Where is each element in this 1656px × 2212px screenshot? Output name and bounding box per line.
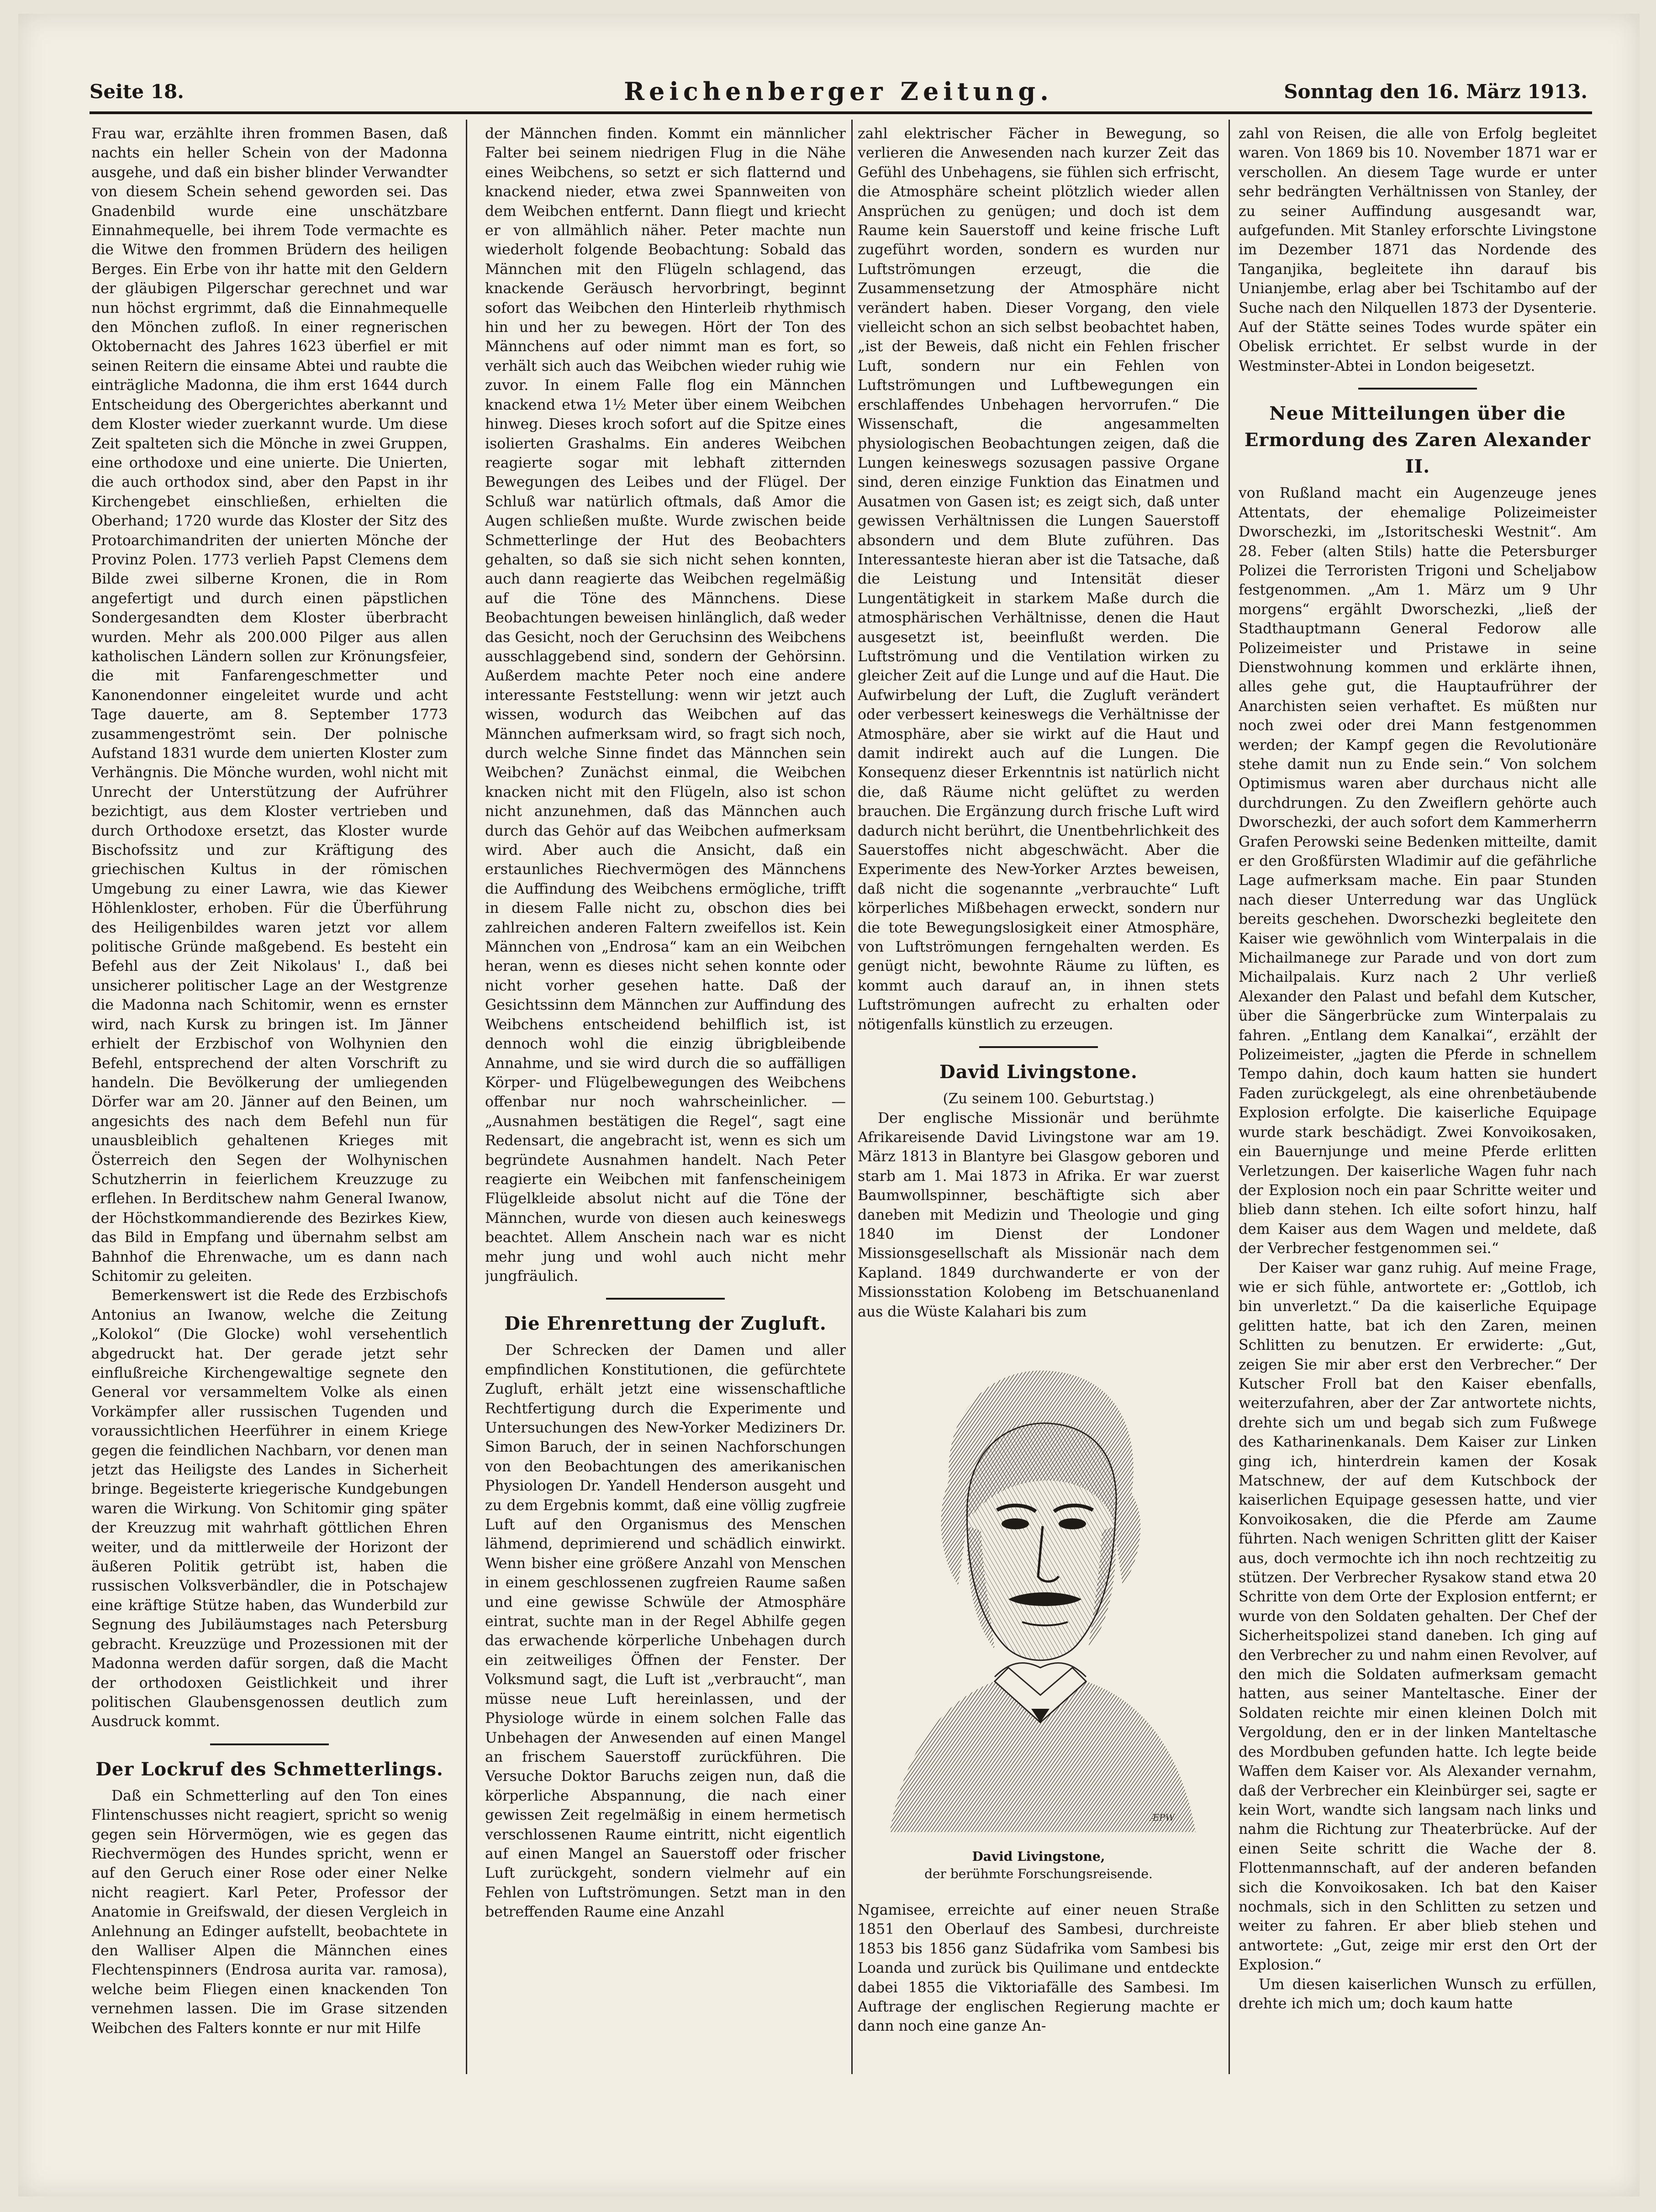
article-paragraph: Ngamisee, erreichte auf einer neuen Straße 1851 den Oberlauf des Sambesi, durchreiste 1853 bis 1856 ganz Südafrika vom Sambesi bis Loanda und zurück bis Quilimane und entdeckte dabei 1855 die Viktoriafälle des Sambesi. Im Auftrage der englischen Regierung machte er dann noch eine ganze An- xyxy=(858,1901,1219,2035)
article-paragraph: der Männchen finden. Kommt ein männlicher Falter bei seinem niedrigen Flug in die Nähe eines Weibchens, so setzt er sich flatternd und knackend nieder, etwa zwei Spannweiten von dem Weibchen entfernt. Dann fliegt und kriecht er von allmählich näher. Peter machte nun wiederholt folgende Beobachtung: Sobald das Männchen mit den Flügeln schlagend, das knackende Geräusch hervorbringt, beginnt sofort das Weibchen den Hinterleib rhythmisch hin und her zu bewegen. Hört der Ton des Männchens auf oder nimmt man es fort, so verhält sich auch das Weibchen wieder ruhig wie zuvor. In einem Falle flog ein Männchen knackend etwa 1½ Meter über einem Weibchen hinweg. Dieses kroch sofort auf die Spitze eines isolierten Grashalms. Ein anderes Weibchen reagierte sogar mit lebhaft zitternden Bewegungen des Leibes und der Flügel. Der Schluß war natürlich oftmals, daß Amor die Augen schließen mußte. Wurde zwischen beide Schmetterlinge der Hut des Beobachters gehalten, so daß sie sich nicht sehen konnten, auch dann reagierte das Weibchen regelmäßig auf die Töne des Männchens. Diese Beobachtungen beweisen hinlänglich, daß weder das Gesicht, noch der Geruchsinn des Weibchens ausschlaggebend sind, sondern der Gehörsinn. Außerdem machte Peter noch eine andere interessante Feststellung: wenn wir jetzt auch wissen, wodurch das Weibchen auf das Männchen aufmerksam wird, so fragt sich noch, durch welche Sinne findet das Männchen sein Weibchen? Zunächst einmal, die Weibchen knacken nicht mit den Flügeln, also ist schon nicht anzunehmen, daß das Männchen auch durch das Gehör auf das Weibchen aufmerksam wird. Aber auch die Ansicht, daß ein erstaunliches Riechvermögen des Männchens die Auffindung des Weibchens ermögliche, trifft in diesem Falle nicht zu, obschon dies bei zahlreichen anderen Faltern zweifellos ist. Kein Männchen von „Endrosa“ kam an ein Weibchen heran, wenn es dieses nicht sehen konnte oder nicht vorher gesehen hatte. Daß der Gesichtssinn dem Männchen zur Auffindung des Weibchens entscheidend behilflich ist, ist dennoch wohl die einzig übrigbleibende Annahme, und sie wird durch die so auffälligen Körper- und Flügelbewegungen des Weibchens offenbar nur noch wahrscheinlicher. — „Ausnahmen bestätigen die Regel“, sagt eine Redensart, die angebracht ist, wenn es sich um begründete Ausnahmen handelt. Nach Peter reagierte ein Weibchen mit fanfenscheinigem Flügelkleide absolut nicht auf die Töne der Männchen, wurde von diesen auch keineswegs beachtet. Allem Anschein nach war es nicht mehr jung und wohl auch nicht mehr jungfräulich. xyxy=(485,126,846,1285)
column-3 xyxy=(858,124,1219,2060)
column-1 xyxy=(91,124,448,2060)
article-paragraph: Frau war, erzählte ihren frommen Basen, daß nachts ein heller Schein von der Madonna ausgehe, und daß ein bisher blinder Verwandter von diesem Schein sehend geworden sei. Das Gnadenbild wurde eine unschätzbare Einnahmequelle, bei ihrem Tode vermachte es die Witwe den frommen Brüdern des heiligen Berges. Ein Erbe von ihr hatte mit den Geldern der gläubigen Pilgerschar gerechnet und war nun höchst ergrimmt, daß die Einnahmequelle den Mönchen zufloß. In einer regnerischen Oktobernacht des Jahres 1623 überfiel er mit seinen Reitern die einsame Abtei und raubte die einträgliche Madonna, die ihm erst 1644 durch Entscheidung des Obergerichtes aberkannt und dem Kloster wieder zuerkannt wurde. Um diese Zeit spalteten sich die Mönche in zwei Gruppen, eine orthodoxe und eine unierte. Die Unierten, die auch orthodox sind, aber den Papst in ihr Kirchengebet einschließen, erhielten die Oberhand; 1720 wurde das Kloster der Sitz des Protoarchimandriten der unierten Mönche der Provinz Polen. 1773 verlieh Papst Clemens dem Bilde zwei silberne Kronen, die in Rom angefertigt und durch einen päpstlichen Sondergesandten dem Kloster überbracht wurden. Mehr als 200.000 Pilger aus allen katholischen Ländern sollen zur Krönungsfeier, die mit Fanfarengeschmetter und Kanonendonner eingeleitet wurde und acht Tage dauerte, am 8. September 1773 zusammengeströmt sein. Der polnische Aufstand 1831 wurde dem unierten Kloster zum Verhängnis. Die Mönche wurden, wohl nicht mit Unrecht der Unterstützung der Aufrührer bezichtigt, aus dem Kloster vertrieben und durch Orthodoxe ersetzt, das Kloster wurde Bischofssitz und zur Kräftigung des griechischen Kultus in der römischen Umgebung zu einer Lawra, wie das Kiewer Höhlenkloster, erhoben. Für die Überführung des Heiligenbildes waren jetzt vor allem politische Gründe maßgebend. Es besteht ein Befehl aus der Zeit Nikolaus' I., daß bei unsicherer politischer Lage an der Westgrenze die Madonna nach Schitomir, wenn es ernster wird, nach Kursk zu bringen ist. Im Jänner erhielt der Erzbischof von Wolhynien den Befehl, entsprechend der alten Vorschrift zu handeln. Die Bevölkerung der umliegenden Dörfer war am 20. Jänner auf den Beinen, um angesichts des nach dem Befehl nun für unausbleiblich gehaltenen Krieges mit Österreich den Segen der Wolhynischen Schutzherrin in feierlichem Kreuzzuge zu erflehen. In Berditschew nahm General Iwanow, der Höchstkommandierende des Bezirkes Kiew, das Bild in Empfang und übernahm selbst am Bahnhof die Ehrenwache, um es dann nach Schitomir zu geleiten. xyxy=(91,126,448,1285)
article-title-zugluft: Die Ehrenrettung der Zugluft. xyxy=(504,1313,827,1335)
article-paragraph: Bemerkenswert ist die Rede des Erzbischofs Antonius an Iwanow, welche die Zeitung „Kolokol“ (Die Glocke) wohl versehentlich abgedruckt hat. Der gerade jetzt sehr einflußreiche Kirchengewaltige segnete den General vor versammeltem Volke als einen Vorkämpfer aller russischen Tugenden und voraussichtlichen Heerführer in einem Kriege gegen die feindlichen Nachbarn, vor denen man jetzt das Heiligste des Landes in Sicherheit bringe. Begeisterte kriegerische Kundgebungen waren die Wirkung. Von Schitomir ging später der Kreuzzug mit wahrhaft göttlichen Ehren weiter, und da mittlerweile der Horizont der äußeren Politik getrübt ist, haben die russischen Volksverbändler, die in Potschajew eine kräftige Stütze haben, das Wunderbild zur Segnung des Jubiläumstages nach Petersburg gebracht. Kreuzzüge und Prozessionen mit der Madonna werden dafür sorgen, daß die Macht der orthodoxen Geistlichkeit und ihrer politischen Glaubensgenossen deutlich zum Ausdruck kommt. xyxy=(91,1287,448,1730)
article-title-alexander: Neue Mitteilungen über die Ermordung des Zaren Alexander II. xyxy=(1244,403,1591,478)
column-divider xyxy=(851,120,853,2074)
page-number: Seite 18. xyxy=(90,80,184,103)
article-paragraph: zahl von Reisen, die alle von Erfolg begleitet waren. Von 1869 bis 10. November 1871 war er verschollen. An diesem Tage wurde er unter sehr bedrängten Verhältnissen von Stanley, der zu seiner Auffindung ausgesandt war, aufgefunden. Mit Stanley erforschte Livingstone im Dezember 1871 das Nordende des Tanganjika, begleitete ihn darauf bis Unianjembe, erlag aber bei Tschitambo auf der Suche nach den Nilquellen 1873 der Dysenterie. Auf der Stätte seines Todes wurde später ein Obelisk errichtet. Er selbst wurde in der Westminster-Abtei in London beigesetzt. xyxy=(1239,126,1597,374)
livingstone-portrait xyxy=(858,1330,1219,1896)
portrait-caption xyxy=(858,1848,1219,1883)
article-paragraph: Daß ein Schmetterling auf den Ton eines Flintenschusses nicht reagiert, spricht so wenig gegen sein Hörvermögen, wie es gegen das Riechvermögen des Hundes spricht, wenn er auf den Geruch einer Rose oder einer Nelke nicht reagiert. Karl Peter, Professor der Anatomie in Greifswald, der diesen Vergleich in Anlehnung an Edinger aufstellt, beobachtete in den Walliser Alpen die Männchen eines Flechtenspinners (Endrosa aurita var. ramosa), welche beim Fliegen einen knackenden Ton vernehmen lassen. Die im Grase sitzenden Weibchen des Falters konnte er nur mit Hilfe xyxy=(91,1787,448,2037)
header-rule xyxy=(90,111,1592,114)
article-paragraph: Der Schrecken der Damen und aller empfindlichen Konstitutionen, die gefürchtete Zugluft, erhält jetzt eine wissenschaftliche Rechtfertigung durch die Experimente und Untersuchungen des New-Yorker Mediziners Dr. Simon Baruch, der in seinen Nachforschungen von den Beobachtungen des amerikanischen Physiologen Dr. Yandell Henderson ausgeht und zu dem Ergebnis kommt, daß eine völlig zugfreie Luft auf den Organismus des Menschen lähmend, deprimierend und schädlich einwirkt. Wenn bisher eine größere Anzahl von Menschen in einem geschlossenen zugfreien Raume saßen und eine gewisse Schwüle der Atmosphäre eintrat, suchte man in der Regel Abhilfe gegen das erwachende körperliche Unbehagen durch ein zeitweiliges Öffnen der Fenster. Der Volksmund sagt, die Luft ist „verbraucht“, man müsse neue Luft hereinlassen, und der Physiologe würde in einem solchen Falle das Unbehagen der Anwesenden auf einen Mangel an frischem Sauerstoff zurückführen. Die Versuche Doktor Baruchs zeigen nun, daß die körperliche Abspannung, die nach einer gewissen Zeit regelmäßig in einem hermetisch verschlossenen Raume eintritt, nicht eigentlich auf einen Mangel an Sauerstoff oder frischer Luft zurückgeht, sondern vielmehr auf ein Fehlen von Luftströmungen. Setzt man in den betreffenden Raume eine Anzahl xyxy=(485,1342,846,1921)
article-paragraph: von Rußland macht ein Augenzeuge jenes Attentats, der ehemalige Polizeimeister Dworschezki, im „Istoritscheski Westnit“. Am 28. Feber (alten Stils) hatte die Petersburger Polizei die Terroristen Trigoni und Scheljabow festgenommen. „Am 1. März um 9 Uhr morgens“ ergählt Dworschezki, „ließ der Stadthauptmann General Fedorow alle Polizeimeister und Pristawe in seine Dienstwohnung kommen und erklärte ihnen, alles gehe gut, die Hauptaufrührer der Anarchisten seien verhaftet. Es müßten nur noch zwei oder drei Mann festgenommen werden; der Kampf gegen die Revolutionäre stehe damit nun zu Ende sein.“ Von solchem Optimismus waren aber durchaus nicht alle durchdrungen. Zu den Zweiflern gehörte auch Dworschezki, der auch sofort dem Kammerherrn Grafen Perowski seine Bedenken mitteilte, damit er den Großfürsten Wladimir auf die gefährliche Lage aufmerksam mache. Ein paar Stunden nach dieser Unterredung war das Unglück bereits geschehen. Dworschezki begleitete den Kaiser wie gewöhnlich vom Winterpalais in die Michailmanege zur Parade und von dort zum Michailpalais. Kurz nach 2 Uhr verließ Alexander den Palast und befahl dem Kutscher, über die Sängerbrücke zum Winterpalais zu fahren. „Entlang dem Kanalkai“, erzählt der Polizeimeister, „jagten die Pferde in schnellem Tempo dahin, doch kaum hatten sie hundert Faden zurückgelegt, als eine ohrenbetäubende Explosion erfolgte. Die kaiserliche Equipage wurde stark beschädigt. Zwei Konvoikosaken, ein Bauernjunge und meine Pferde erlitten Verletzungen. Der kaiserliche Wagen fuhr nach der Explosion noch ein paar Schritte weiter und blieb dann stehen. Ich eilte sofort hinzu, half dem Kaiser aus dem Wagen und meldete, daß der Verbrecher festgenommen sei.“ xyxy=(1239,485,1597,1257)
article-paragraph: Der englische Missionär und berühmte Afrikareisende David Livingstone war am 19. März 1813 in Blantyre bei Glasgow geboren und starb am 1. Mai 1873 in Afrika. Er war zuerst Baumwollspinner, beschäftigte sich aber daneben mit Medizin und Theologie und ging 1840 im Dienst der Londoner Missionsgesellschaft als Missionär nach dem Kapland. 1849 durchwanderte er von der Missionsstation Kolobeng im Betschuanenland aus die Wüste Kalahari bis zum xyxy=(858,1110,1219,1320)
column-divider xyxy=(1229,120,1230,2074)
issue-date: Sonntag den 16. März 1913. xyxy=(1284,80,1587,103)
article-paragraph: zahl elektrischer Fächer in Bewegung, so verlieren die Anwesenden nach kurzer Zeit das Gefühl des Unbehagens, sie fühlen sich erfrischt, die Atmosphäre scheint plötzlich wieder allen Ansprüchen zu genügen; und doch ist dem Raume kein Sauerstoff und keine frische Luft zugeführt worden, sondern es wurden nur Luftströmungen erzeugt, die die Zusammensetzung der Atmosphäre nicht verändert haben. Dieser Vorgang, den viele vielleicht schon an sich selbst beobachtet haben, „ist der Beweis, daß nicht ein Fehlen frischer Luft, sondern nur ein Fehlen von Luftströmungen und Luftbewegungen ein erschlaffendes Unbehagen hervorrufen.“ Die Wissenschaft, die angesammelten physiologischen Beobachtungen zeigen, daß die Lungen keineswegs sozusagen passive Organe sind, deren einzige Funktion das Einatmen und Ausatmen von Gasen ist; es zeigt sich, daß unter gewissen Verhältnissen die Lungen Sauerstoff absondern und dem Blute zuführen. Das Interessanteste hieran aber ist die Tatsache, daß die Leistung und Intensität dieser Lungentätigkeit in starkem Maße durch die atmosphärischen Verhältnisse, denen die Haut ausgesetzt ist, beeinflußt werden. Die Luftströmung und die Ventilation wirken zu gleicher Zeit auf die Lunge und auf die Haut. Die Aufwirbelung der Luft, die Zugluft verändert oder verbessert keineswegs die Verhältnisse der Atmosphäre, aber sie wirkt auf die Haut und damit indirekt auch auf die Lungen. Die Konsequenz dieser Erkenntnis ist natürlich nicht die, daß Räume nicht gelüftet zu werden brauchen. Die Ergänzung durch frische Luft wird dadurch nicht berührt, die Unentbehrlichkeit des Sauerstoffes nicht abgeschwächt. Aber die Experimente des New-Yorker Arztes beweisen, daß nicht die sogenannte „verbrauchte“ Luft körperliches Mißbehagen erweckt, sondern nur die tote Bewegungslosigkeit einer Atmosphäre, von Luftströmungen ferngehalten werden. Es genügt nicht, bewohnte Räume zu lüften, es kommt auch darauf an, in ihnen stets Luftströmungen aufrecht zu erhalten oder nötigenfalls künstlich zu erzeugen. xyxy=(858,126,1219,1033)
article-title-schmetterling: Der Lockruf des Schmetterlings. xyxy=(95,1758,443,1780)
section-rule xyxy=(1358,388,1477,390)
article-paragraph: Der Kaiser war ganz ruhig. Auf meine Frage, wie er sich fühle, antwortete er: „Gottlob, ich bin unverletzt.“ Da die kaiserliche Equipage gelitten hatte, bat ich den Zaren, meinen Schlitten zu benutzen. Er erwiderte: „Gut, zeigen Sie mir aber erst den Verbrecher.“ Der Kutscher Froll bat den Kaiser ebenfalls, weiterzufahren, aber der Zar antwortete nichts, drehte sich um und begab sich zum Fußwege des Katharinenkanals. Dem Kaiser zur Linken ging ich, hinterdrein kamen der Kosak Matschnew, der auf dem Kutschbock der kaiserlichen Equipage gesessen hatte, und vier Konvoikosaken, die die Pferde am Zaume führten. Nach wenigen Schritten glitt der Kaiser aus, doch vermochte ich ihn noch rechtzeitig zu stützen. Der Verbrecher Rysakow stand etwa 20 Schritte von dem Orte der Explosion entfernt; er wurde von den Soldaten gehalten. Der Chef der Sicherheitspolizei stand daneben. Ich ging auf den Verbrecher zu und nahm einen Revolver, auf den mich die Soldaten aufmerksam gemacht hatten, aus seiner Manteltasche. Einer der Soldaten reichte mir einen kleinen Dolch mit Vergoldung, den er in der linken Manteltasche des Mordbuben gefunden hatte. Ich legte beide Waffen dem Kaiser vor. Als Alexander vernahm, daß der Verbrecher ein Kleinbürger sei, sagte er kein Wort, wandte sich langsam nach links und nahm die Richtung zur Theaterbrücke. Auf der einen Seite schritt die Wache der 8. Flottenmannschaft, auf der anderen befanden sich die Konvoikosaken. Ich bat den Kaiser nochmals, sich in den Schlitten zu setzen und weiter zu fahren. Er aber blieb stehen und antwortete: „Gut, zeige mir erst den Ort der Explosion.“ xyxy=(1239,1259,1597,1974)
page-header xyxy=(90,77,1587,109)
article-subtitle: (Zu seinem 100. Geburtstag.) xyxy=(943,1090,1155,1107)
section-rule xyxy=(606,1298,725,1300)
portrait-engraving xyxy=(858,1330,1219,1841)
article-paragraph: Um diesen kaiserlichen Wunsch zu erfüllen, drehte ich mich um; doch kaum hatte xyxy=(1239,1976,1597,2012)
masthead: Reichenberger Zeitung. xyxy=(624,77,1053,106)
caption-name: David Livingstone, xyxy=(972,1849,1105,1864)
column-2 xyxy=(485,124,846,2060)
column-4 xyxy=(1239,124,1597,2060)
caption-description: der berühmte Forschungsreisende. xyxy=(924,1866,1153,1882)
section-rule xyxy=(210,1743,329,1745)
section-rule xyxy=(979,1046,1098,1048)
column-divider xyxy=(466,120,467,2074)
svg-text:ÆPW: ÆPW xyxy=(1150,1812,1175,1823)
article-title-livingstone: David Livingstone. xyxy=(939,1061,1138,1083)
